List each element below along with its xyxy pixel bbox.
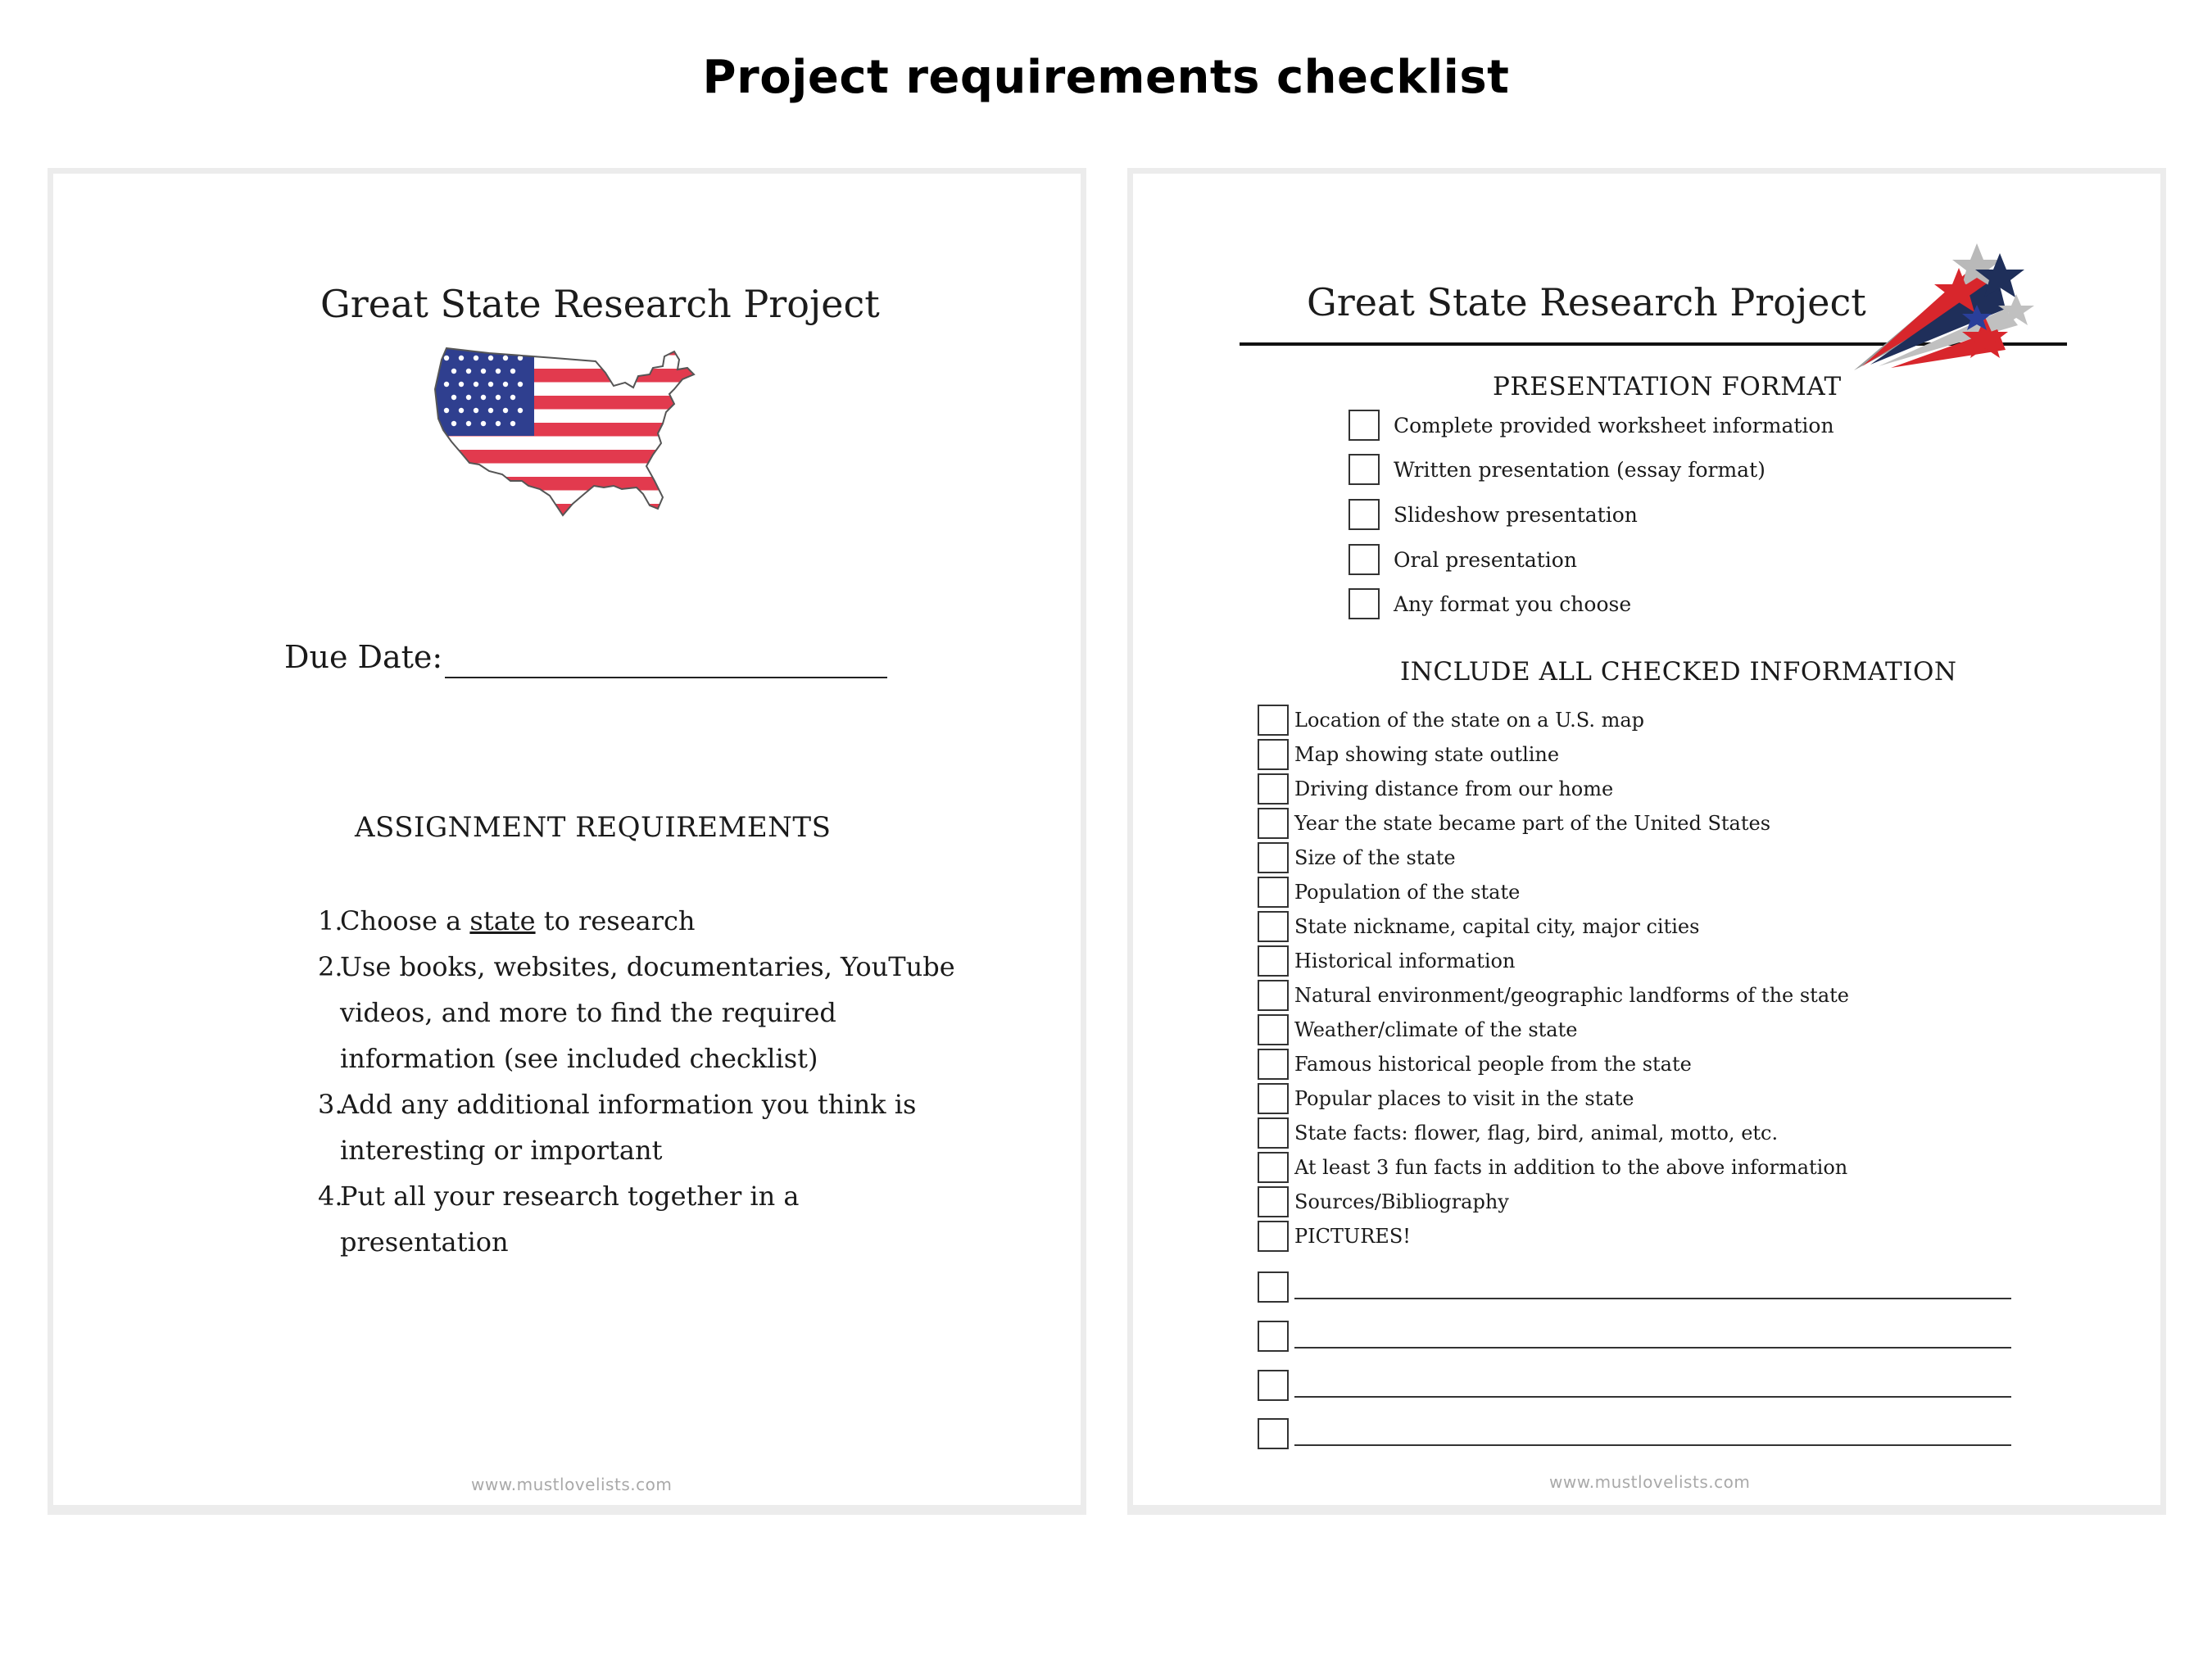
- include-item[interactable]: State facts: flower, flag, bird, animal, motto, etc.: [1258, 1117, 1778, 1149]
- checkbox[interactable]: [1258, 1083, 1289, 1114]
- requirement-item: 4. Put all your research together in a presentation: [318, 1181, 800, 1258]
- checkbox[interactable]: [1258, 739, 1289, 770]
- include-item[interactable]: At least 3 fun facts in addition to the above information: [1258, 1151, 1847, 1184]
- state-link[interactable]: state: [469, 905, 536, 936]
- checkbox[interactable]: [1258, 1117, 1289, 1149]
- format-option[interactable]: Written presentation (essay format): [1349, 452, 1766, 487]
- include-item[interactable]: Natural environment/geographic landforms of the state: [1258, 979, 1849, 1012]
- blank-line-field[interactable]: [1294, 1347, 2011, 1349]
- checkbox[interactable]: [1258, 980, 1289, 1011]
- presentation-format-heading: PRESENTATION FORMAT: [1493, 372, 1842, 401]
- requirement-item: 2. Use books, websites, documentaries, YouTube videos, and more to find the required information (see included checklist): [318, 951, 955, 1074]
- checkbox[interactable]: [1349, 454, 1380, 485]
- checkbox[interactable]: [1258, 1418, 1289, 1449]
- include-checked-heading: INCLUDE ALL CHECKED INFORMATION: [1400, 657, 1957, 687]
- format-option[interactable]: Slideshow presentation: [1349, 497, 1638, 532]
- format-option[interactable]: Any format you choose: [1349, 587, 1631, 621]
- blank-line-field[interactable]: [1294, 1298, 2011, 1299]
- left-page: [48, 168, 1086, 1515]
- checkbox[interactable]: [1258, 808, 1289, 839]
- blank-include-item[interactable]: [1258, 1416, 2011, 1449]
- format-option[interactable]: Oral presentation: [1349, 542, 1577, 577]
- checkbox[interactable]: [1258, 1014, 1289, 1045]
- include-item[interactable]: Sources/Bibliography: [1258, 1185, 1509, 1218]
- checkbox[interactable]: [1349, 544, 1380, 575]
- shooting-stars-icon: [1854, 235, 2042, 370]
- checkbox[interactable]: [1258, 705, 1289, 736]
- include-item[interactable]: PICTURES!: [1258, 1220, 1411, 1253]
- checkbox[interactable]: [1258, 1271, 1289, 1303]
- footer-url: www.mustlovelists.com: [1549, 1472, 1751, 1492]
- due-date-field[interactable]: [445, 677, 887, 678]
- right-page: [1127, 168, 2166, 1515]
- include-item[interactable]: Popular places to visit in the state: [1258, 1082, 1634, 1115]
- checkbox[interactable]: [1258, 842, 1289, 873]
- blank-line-field[interactable]: [1294, 1396, 2011, 1398]
- checkbox[interactable]: [1349, 588, 1380, 619]
- blank-include-item[interactable]: [1258, 1368, 2011, 1401]
- include-item[interactable]: Size of the state: [1258, 841, 1456, 874]
- checkbox[interactable]: [1258, 911, 1289, 942]
- left-project-title: Great State Research Project: [320, 282, 880, 326]
- checkbox[interactable]: [1258, 1049, 1289, 1080]
- checkbox[interactable]: [1258, 1186, 1289, 1217]
- assignment-requirements-heading: ASSIGNMENT REQUIREMENTS: [355, 811, 832, 844]
- include-item[interactable]: State nickname, capital city, major cities: [1258, 910, 1699, 943]
- checkbox[interactable]: [1258, 877, 1289, 908]
- right-project-title: Great State Research Project: [1307, 280, 1866, 324]
- usa-flag-map-icon: [432, 342, 718, 518]
- checkbox[interactable]: [1258, 945, 1289, 977]
- checkbox[interactable]: [1349, 410, 1380, 441]
- checkbox[interactable]: [1258, 1221, 1289, 1252]
- page-title: Project requirements checklist: [702, 51, 1510, 104]
- blank-line-field[interactable]: [1294, 1444, 2011, 1446]
- include-item[interactable]: Map showing state outline: [1258, 738, 1559, 771]
- requirements-list: [318, 898, 957, 1265]
- checkbox[interactable]: [1349, 499, 1380, 530]
- checkbox[interactable]: [1258, 1321, 1289, 1352]
- include-item[interactable]: Location of the state on a U.S. map: [1258, 704, 1644, 737]
- format-option[interactable]: Complete provided worksheet information: [1349, 408, 1834, 442]
- blank-include-item[interactable]: [1258, 1270, 2011, 1303]
- include-item[interactable]: Year the state became part of the United States: [1258, 807, 1770, 840]
- checkbox[interactable]: [1258, 1152, 1289, 1183]
- footer-url: www.mustlovelists.com: [471, 1475, 673, 1494]
- include-item[interactable]: Driving distance from our home: [1258, 773, 1613, 805]
- include-item[interactable]: Weather/climate of the state: [1258, 1013, 1577, 1046]
- include-item[interactable]: Population of the state: [1258, 876, 1520, 909]
- checkbox[interactable]: [1258, 773, 1289, 805]
- requirement-item: 1. Choose a state to research: [318, 905, 696, 936]
- blank-include-item[interactable]: [1258, 1319, 2011, 1352]
- include-item[interactable]: Historical information: [1258, 945, 1515, 977]
- checkbox[interactable]: [1258, 1370, 1289, 1401]
- requirement-item: 3. Add any additional information you think is interesting or important: [318, 1089, 917, 1166]
- due-date-label: Due Date:: [284, 639, 443, 675]
- include-item[interactable]: Famous historical people from the state: [1258, 1048, 1692, 1081]
